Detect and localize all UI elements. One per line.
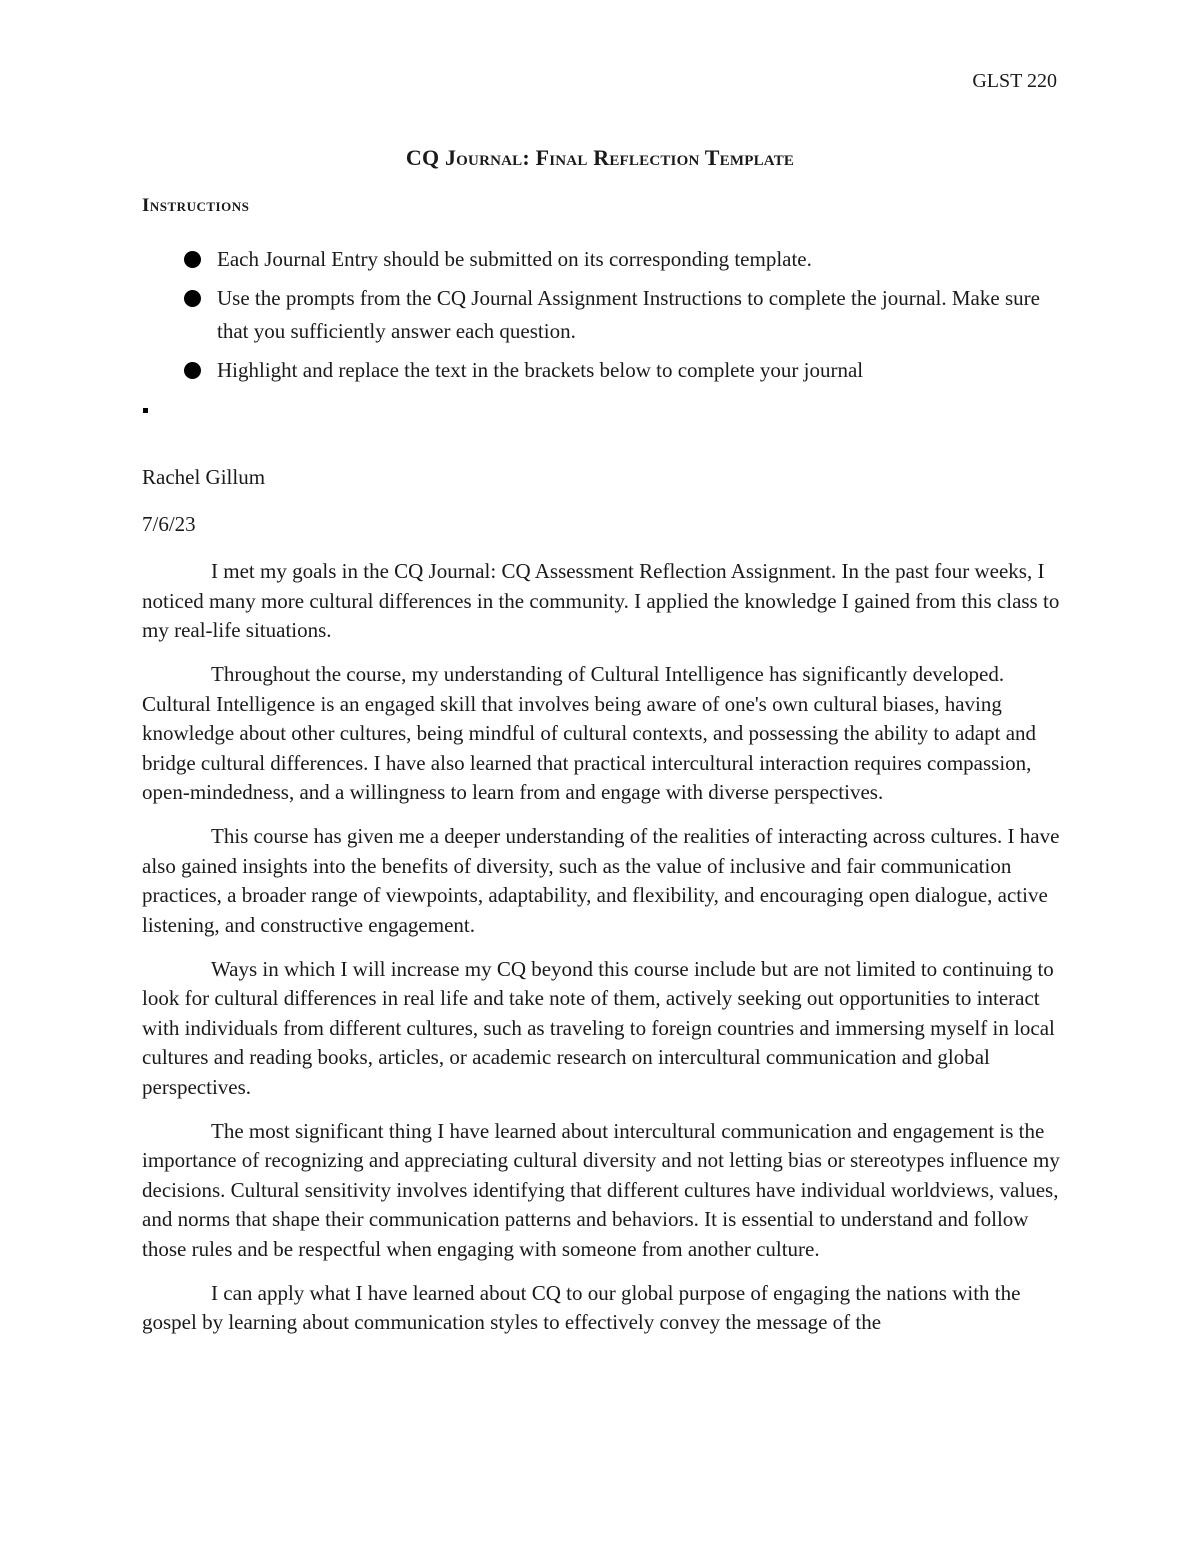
body-paragraph: The most significant thing I have learned about intercultural communication and engagement is the importance of recognizing and appreciating cultural diversity and not letting bias or stereotypes influence my decisions. Cultural sensitivity involves identifying that different cultures have individual worldviews, values, and norms that shape their communication patterns and behaviors. It is essential to understand and follow those rules and be respectful when engaging with someone from another culture. [142, 1118, 1060, 1261]
bullet-icon [184, 251, 201, 268]
document-title: CQ Journal: Final Reflection Template [405, 145, 795, 170]
bullet-icon [184, 290, 201, 307]
author-name: Rachel Gillum [142, 465, 266, 489]
course-code: GLST 220 [972, 70, 1057, 92]
body-paragraph: Ways in which I will increase my CQ beyond this course include but are not limited to continuing to look for cultural differences in real life and take note of them, actively seeking out opportunities to interact with individuals from different cultures, such as traveling to foreign countries and immersing myself in local cultures and reading books, articles, or academic research on intercultural communication and global perspectives. [142, 956, 1055, 1099]
body-paragraph: I can apply what I have learned about CQ to our global purpose of engaging the nations with the gospel by learning about communication styles to effectively convey the message of the [142, 1280, 1021, 1334]
empty-bullet-marker [143, 408, 148, 413]
instructions-heading: Instructions [142, 195, 250, 216]
instruction-item [182, 243, 1062, 276]
body-paragraph: This course has given me a deeper understanding of the realities of interacting across cultures. I have also gained insights into the benefits of diversity, such as the value of inclusive and fair communication practices, a broader range of viewpoints, adaptability, and flexibility, and encouraging open dialogue, active listening, and constructive engagement. [142, 824, 1060, 937]
entry-date: 7/6/23 [142, 512, 196, 536]
instruction-text: Each Journal Entry should be submitted on its corresponding template. [217, 247, 812, 271]
instructions-list [182, 243, 1062, 393]
reflection-body [142, 557, 1062, 1352]
instruction-text: Highlight and replace the text in the brackets below to complete your journal [217, 358, 864, 382]
body-paragraph: Throughout the course, my understanding of Cultural Intelligence has significantly developed. Cultural Intelligence is an engaged skill that involves being aware of one's own cultural biases, having knowledge about other cultures, being mindful of cultural contexts, and possessing the ability to adapt and bridge cultural differences. I have also learned that practical intercultural interaction requires compassion, open-mindedness, and a willingness to learn from and engage with diverse perspectives. [142, 662, 1037, 804]
instruction-item [182, 354, 1062, 387]
instruction-text: Use the prompts from the CQ Journal Assignment Instructions to complete the journal. Make sure that you sufficiently answer each question. [217, 286, 1040, 343]
body-paragraph: I met my goals in the CQ Journal: CQ Assessment Reflection Assignment. In the past four weeks, I noticed many more cultural differences in the community. I applied the knowledge I gained from this class to my real-life situations. [142, 559, 1060, 642]
instruction-item [182, 282, 1062, 348]
bullet-icon [184, 362, 201, 379]
